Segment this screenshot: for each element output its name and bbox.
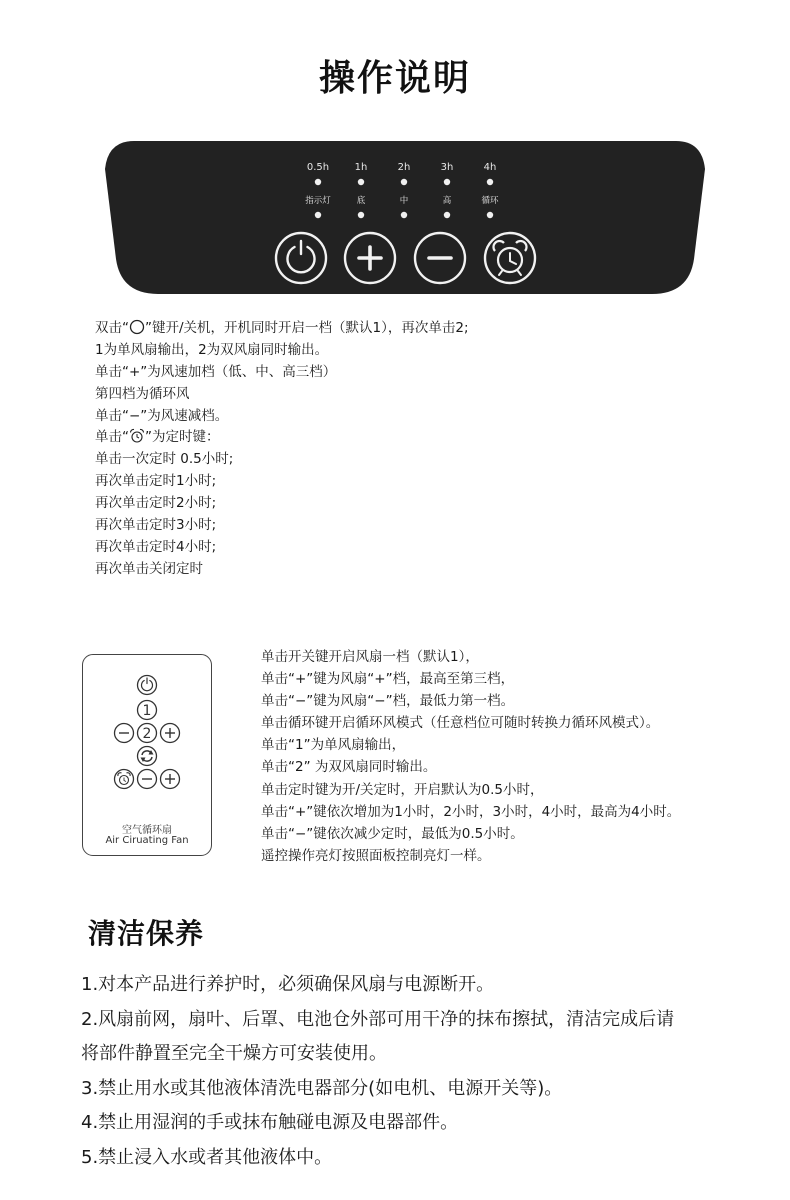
remote-instruction-line: 单击定时键为开/关定时，开启默认为0.5小时，	[261, 781, 544, 798]
remote-instruction-line: 单击循环键开启循环风模式（任意档位可随时转换力循环风模式）。	[261, 715, 660, 732]
instruction-text: 再次单击定时4小时;	[95, 538, 217, 555]
instruction-text: 第四档为循环风	[95, 385, 190, 402]
instruction-text: 双击“	[95, 320, 129, 336]
remote-button-2[interactable]	[138, 724, 157, 743]
cleaning-item: 5.禁止浸入水或者其他液体中。	[81, 1146, 333, 1168]
instruction-text: 1为单风扇输出，2为双风扇同时输出。	[95, 341, 329, 358]
timer-indicator-dot	[401, 179, 407, 185]
instruction-line	[95, 340, 655, 362]
control-panel	[104, 141, 706, 294]
remote-button-1[interactable]	[138, 701, 157, 720]
timer-indicator-dot	[487, 179, 493, 185]
instruction-text: 再次单击定时1小时;	[95, 473, 217, 490]
plus-icon	[165, 774, 175, 784]
remote-instruction-line: 单击“+”键为风扇“+”档，最高至第三档，	[261, 671, 515, 688]
remote-button-2-label: 2	[142, 726, 152, 742]
instruction-text: ”为定时键：	[145, 429, 220, 446]
cleaning-item: 2.风扇前网，扇叶、后罩、电池仓外部可用干净的抹布擦拭，清洁完成后请	[81, 1008, 675, 1030]
remote-minus-button[interactable]	[115, 724, 134, 743]
remote-plus-button[interactable]	[161, 724, 180, 743]
cleaning-item: 将部件静置至完全干燥方可安装使用。	[81, 1043, 387, 1065]
instruction-line	[95, 362, 655, 384]
remote-caption-cn: 空气循环扇	[122, 825, 172, 836]
remote-cycle-button[interactable]	[138, 747, 157, 766]
speed-label: 底	[356, 196, 366, 206]
instruction-line	[95, 471, 655, 493]
remote-power-button[interactable]	[138, 676, 157, 695]
instruction-text: 单击“−”为风速减档。	[95, 407, 229, 424]
cleaning-item: 1.对本产品进行养护时，必须确保风扇与电源断开。	[81, 974, 495, 995]
remote-instruction-line: 单击“−”键依次减少定时，最低为0.5小时。	[261, 825, 524, 842]
timer-label: 4h	[483, 162, 497, 173]
speed-indicator-dot	[315, 212, 321, 218]
alarm-clock-icon	[129, 428, 145, 444]
timer-indicator-dot	[358, 179, 364, 185]
cleaning-item: 4.禁止用湿润的手或抹布触碰电源及电器部件。	[81, 1112, 459, 1134]
instruction-line	[95, 318, 655, 340]
remote-instruction-line: 单击“−”键为风扇“−”档，最低力第一档。	[261, 693, 515, 710]
instruction-text: 单击“+”为风速加档（低、中、高三档）	[95, 363, 337, 380]
speed-label: 循环	[481, 196, 499, 206]
cleaning-list	[81, 968, 771, 1176]
speed-label: 高	[442, 196, 452, 206]
instruction-line	[95, 537, 655, 559]
speed-indicator-dot	[444, 212, 450, 218]
plus-icon	[165, 728, 175, 738]
page-title: 操作说明	[318, 58, 471, 99]
power-circle-icon	[129, 319, 145, 335]
power-icon	[142, 678, 153, 691]
instruction-line	[95, 515, 655, 537]
instruction-line	[95, 449, 655, 471]
alarm-clock-icon	[118, 773, 130, 785]
timer-indicator-dot	[315, 179, 321, 185]
panel-instructions	[95, 318, 655, 581]
cleaning-title: 清洁保养	[88, 917, 205, 950]
remote-timer-plus-button[interactable]	[161, 770, 180, 789]
remote-instruction-line: 遥控操作亮灯按照面板控制亮灯一样。	[261, 847, 491, 864]
timer-label: 3h	[440, 162, 454, 173]
timer-label: 1h	[354, 162, 368, 173]
instruction-text: 单击一次定时 0.5小时;	[95, 451, 234, 468]
instruction-text: 单击“	[95, 429, 129, 446]
instruction-line	[95, 493, 655, 515]
timer-label: 2h	[397, 162, 411, 173]
instruction-line	[95, 427, 655, 449]
remote-instructions	[261, 646, 781, 867]
instruction-line	[95, 559, 655, 581]
cleaning-item: 3.禁止用水或其他液体清洗电器部分(如电机、电源开关等)。	[81, 1077, 563, 1099]
speed-indicator-dot	[358, 212, 364, 218]
instruction-text: 再次单击定时3小时;	[95, 517, 217, 534]
remote-control	[82, 654, 212, 856]
timer-label: 0.5h	[306, 162, 330, 173]
remote-button-1-label: 1	[142, 703, 152, 719]
instruction-line	[95, 384, 655, 406]
remote-instruction-line: 单击开关键开启风扇一档（默认1），	[261, 649, 479, 665]
speed-label: 中	[399, 196, 409, 206]
instruction-text: ”键开/关机，开机同时开启一档（默认1），再次单击2;	[145, 320, 469, 336]
speed-indicator-dot	[401, 212, 407, 218]
instruction-line	[95, 406, 655, 428]
remote-instruction-line: 单击“2” 为双风扇同时输出。	[261, 759, 437, 776]
speed-indicator-dot	[487, 212, 493, 218]
instruction-text: 再次单击定时2小时;	[95, 495, 217, 512]
cycle-icon	[141, 750, 154, 762]
remote-timer-minus-button[interactable]	[138, 770, 157, 789]
speed-label: 指示灯	[305, 196, 331, 206]
timer-indicator-dot	[444, 179, 450, 185]
instruction-text: 再次单击关闭定时	[95, 560, 203, 577]
remote-instruction-line: 单击“+”键依次增加为1小时，2小时，3小时，4小时，最高为4小时。	[261, 803, 681, 820]
remote-instruction-line: 单击“1”为单风扇输出，	[261, 737, 406, 754]
remote-timer-button[interactable]	[115, 770, 134, 789]
remote-caption-en: Air Ciruating Fan	[105, 835, 189, 846]
